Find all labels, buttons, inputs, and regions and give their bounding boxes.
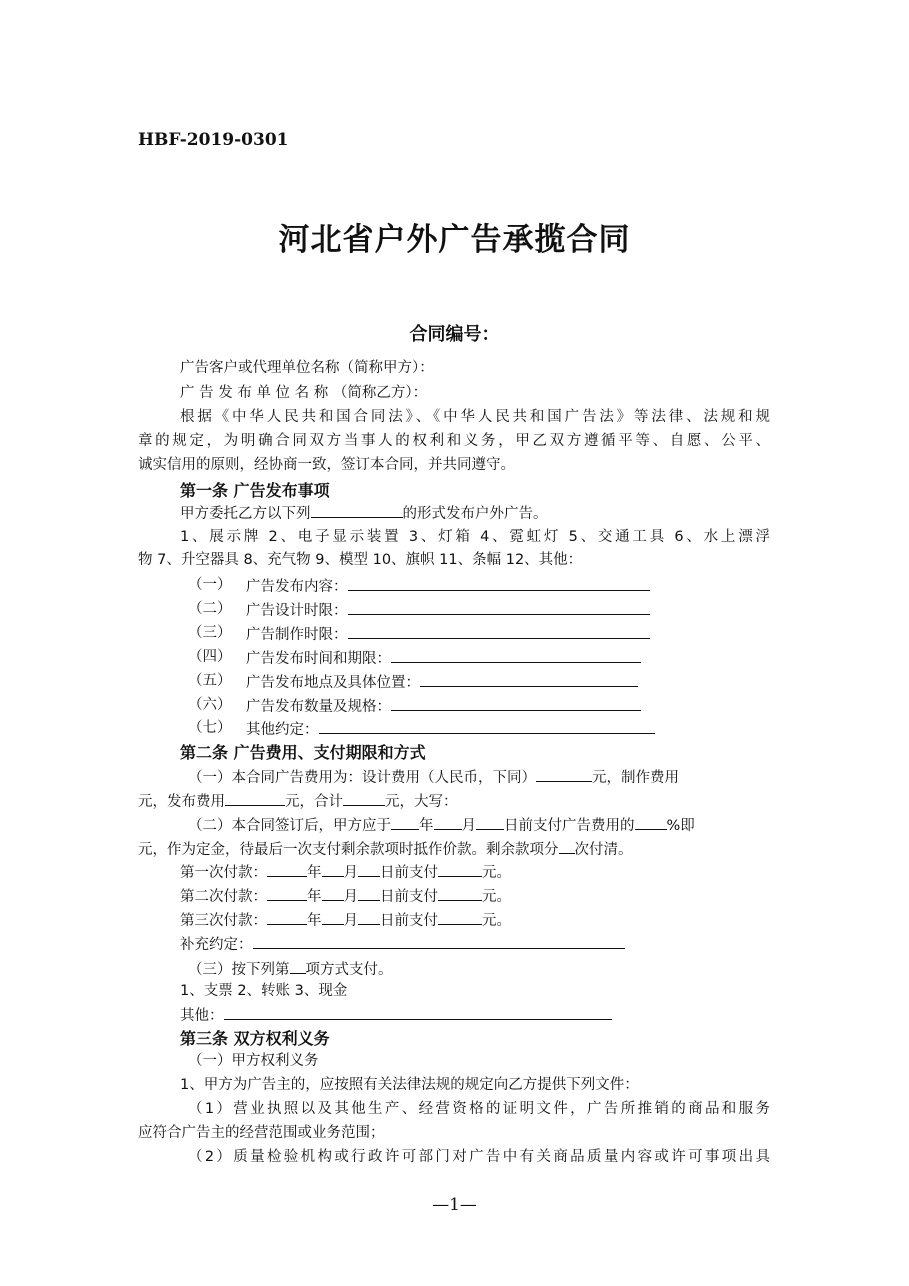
contract-number-label: 合同编号： <box>409 324 500 345</box>
deposit-text-d: 日前支付广告费用的 <box>504 818 635 834</box>
article-3-heading: 第三条 双方权利义务 <box>180 1029 330 1048</box>
fee-line-1 <box>188 766 679 788</box>
year-label: 年 <box>307 889 322 905</box>
percent-blank <box>635 814 667 830</box>
payment-row <box>180 885 511 907</box>
party-a-line: 广告客户或代理单位名称（简称甲方）： <box>180 360 434 376</box>
page-number: —1— <box>432 1195 477 1215</box>
yuan-label: 元。 <box>482 865 511 881</box>
deposit-text-2b: 次付清。 <box>574 842 633 858</box>
day-blank <box>358 909 380 925</box>
preamble-line-3: 诚实信用的原则，经协商一致，签订本合同，并共同遵守。 <box>138 457 515 473</box>
month-label: 月 <box>343 913 358 929</box>
entrust-text-b: 的形式发布户外广告。 <box>402 506 548 522</box>
amount-blank <box>438 909 482 925</box>
deposit-line-2 <box>138 838 633 860</box>
form-blank <box>311 502 403 518</box>
entrust-line <box>180 502 548 524</box>
pay-before-label: 日前支付 <box>380 913 438 929</box>
method-text-b: 项方式支付。 <box>305 962 393 978</box>
pay-before-label: 日前支付 <box>380 865 438 881</box>
month-label: 月 <box>461 818 476 834</box>
payment-label: 第三次付款： <box>180 913 267 929</box>
list-num: （七） <box>188 720 232 736</box>
fill-blank <box>348 623 650 639</box>
month-blank <box>434 814 462 830</box>
year-blank <box>267 861 307 877</box>
article-2-heading: 第二条 广告费用、支付期限和方式 <box>180 743 426 762</box>
list-num: （三） <box>188 625 232 641</box>
installments-blank <box>559 838 575 854</box>
fee-text-2a: 元，发布费用 <box>138 794 225 810</box>
yuan-label: 元。 <box>482 889 511 905</box>
day-blank <box>476 814 504 830</box>
month-blank <box>322 909 344 925</box>
year-label: 年 <box>419 818 434 834</box>
article-1-heading: 第一条 广告发布事项 <box>180 481 330 500</box>
fill-blank <box>420 671 638 687</box>
payment-label: 第一次付款： <box>180 865 267 881</box>
fill-blank <box>348 599 650 615</box>
document-title: 河北省户外广告承揽合同 <box>278 222 631 258</box>
year-blank <box>267 909 307 925</box>
total-fee-blank <box>343 790 385 806</box>
supplement-label: 补充约定： <box>180 937 253 953</box>
item-row <box>246 575 650 597</box>
payment-label: 第二次付款： <box>180 889 267 905</box>
fee-line-2 <box>138 790 458 812</box>
amount-blank <box>438 861 482 877</box>
party-b-line: 广 告 发 布 单 位 名 称 （简称乙方）： <box>180 385 428 401</box>
fee-text-2b: 元，合计 <box>285 794 343 810</box>
item-row <box>246 695 641 717</box>
pay-before-label: 日前支付 <box>380 889 438 905</box>
deposit-text-e: %即 <box>666 818 695 834</box>
fee-text-1b: 元，制作费用 <box>592 770 679 786</box>
fill-blank <box>391 695 641 711</box>
item-label: 广告发布内容： <box>246 579 348 595</box>
item-row <box>246 623 650 645</box>
other-label: 其他： <box>180 1008 224 1024</box>
document-code: HBF-2019-0301 <box>138 130 289 150</box>
ad-types-line-2: 物 7、升空器具 8、充气物 9、模型 10、旗帜 11、条幅 12、其他： <box>138 552 583 568</box>
party-a-rights-heading: （一）甲方权利义务 <box>188 1053 319 1069</box>
ad-types-line-1: 1、展示牌 2、电子显示装置 3、灯箱 4、霓虹灯 5、交通工具 6、水上漂浮 <box>180 529 770 545</box>
other-method-line <box>180 1004 612 1026</box>
fill-blank <box>391 647 641 663</box>
payment-row <box>180 909 511 931</box>
item-label: 广告发布时间和期限： <box>246 651 391 667</box>
clause-1-2-line-1: （2）质量检验机构或行政许可部门对广告中有关商品质量内容或许可事项出具 <box>188 1149 770 1165</box>
year-blank <box>267 885 307 901</box>
day-blank <box>358 885 380 901</box>
item-label: 广告发布地点及具体位置： <box>246 675 420 691</box>
list-num: （四） <box>188 649 232 665</box>
preamble-line-2: 章的规定，为明确合同双方当事人的权利和义务，甲乙双方遵循平等、自愿、公平、 <box>138 433 770 449</box>
month-label: 月 <box>343 865 358 881</box>
month-blank <box>322 885 344 901</box>
fee-text-1a: （一）本合同广告费用为：设计费用（人民币，下同） <box>188 770 536 786</box>
item-row <box>246 647 641 669</box>
item-row <box>246 671 638 693</box>
item-label: 广告设计时限： <box>246 603 348 619</box>
design-fee-blank <box>536 766 592 782</box>
year-label: 年 <box>307 913 322 929</box>
month-label: 月 <box>343 889 358 905</box>
method-text-a: （三）按下列第 <box>188 962 290 978</box>
fill-blank <box>319 718 655 734</box>
payment-methods-list: 1、支票 2、转账 3、现金 <box>180 983 348 999</box>
supplement-line <box>180 933 625 955</box>
item-row <box>246 718 655 740</box>
preamble-line-1: 根据《中华人民共和国合同法》、《中华人民共和国广告法》等法律、法规和规 <box>180 409 770 425</box>
year-label: 年 <box>307 865 322 881</box>
item-label: 广告制作时限： <box>246 627 348 643</box>
entrust-text-a: 甲方委托乙方以下列 <box>180 506 311 522</box>
item-row <box>246 599 650 621</box>
deposit-line-1 <box>188 814 695 836</box>
yuan-label: 元。 <box>482 913 511 929</box>
item-label: 其他约定： <box>246 722 319 738</box>
clause-1-1-line-1: （1）营业执照以及其他生产、经营资格的证明文件，广告所推销的商品和服务 <box>188 1101 770 1117</box>
deposit-text-a: （二）本合同签订后，甲方应于 <box>188 818 391 834</box>
other-blank <box>224 1004 612 1020</box>
list-num: （五） <box>188 673 232 689</box>
clause-1: 1、甲方为广告主的，应按照有关法律法规的规定向乙方提供下列文件： <box>180 1077 639 1093</box>
list-num: （六） <box>188 697 232 713</box>
item-label: 广告发布数量及规格： <box>246 699 391 715</box>
payment-row <box>180 861 511 883</box>
list-num: （二） <box>188 601 232 617</box>
publish-fee-blank <box>225 790 285 806</box>
supplement-blank <box>253 933 625 949</box>
payment-method-line <box>188 958 393 980</box>
day-blank <box>358 861 380 877</box>
year-blank <box>391 814 419 830</box>
clause-1-1-line-2: 应符合广告主的经营范围或业务范围； <box>138 1125 385 1141</box>
method-blank <box>290 958 306 974</box>
amount-blank <box>438 885 482 901</box>
month-blank <box>322 861 344 877</box>
fee-text-2c: 元，大写： <box>385 794 458 810</box>
list-num: （一） <box>188 577 232 593</box>
deposit-text-2: 元，作为定金，待最后一次支付剩余款项时抵作价款。剩余款项分 <box>138 842 559 858</box>
fill-blank <box>348 575 650 591</box>
